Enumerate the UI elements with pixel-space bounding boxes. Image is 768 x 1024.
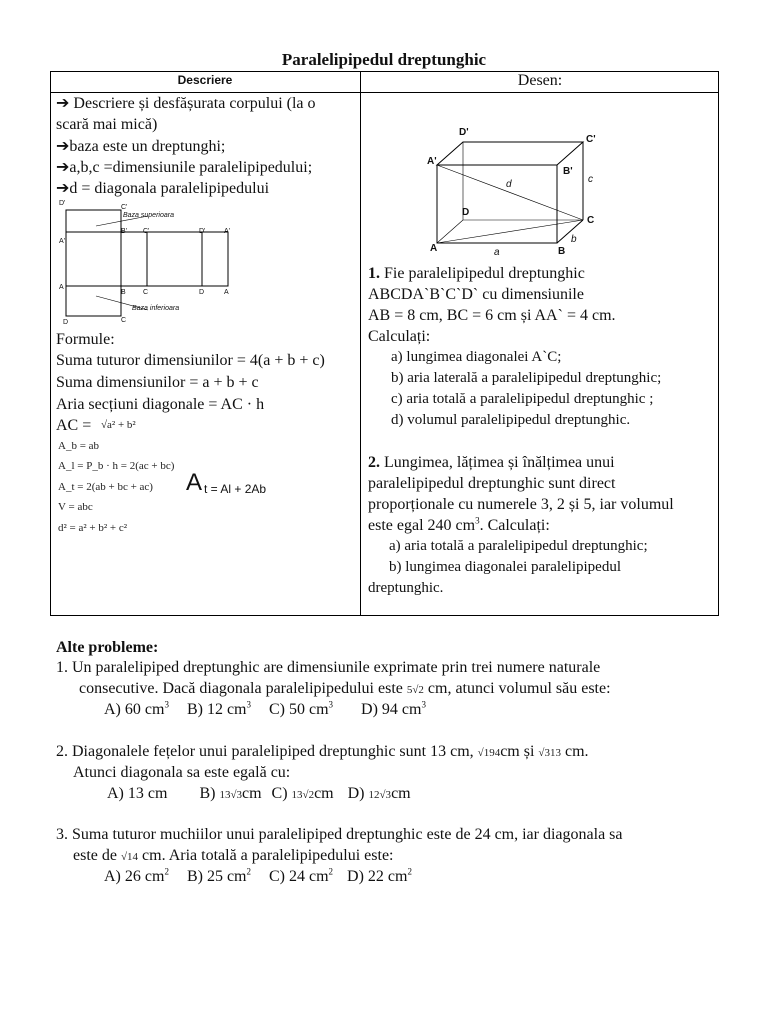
- option-c: C) 24 cm: [268, 868, 329, 885]
- formula-total-area: A_t = 2(ab + bc + ac): [58, 481, 153, 493]
- net-label: A': [224, 228, 231, 235]
- formula-line: Aria secțiuni diagonale = AC · h: [56, 396, 265, 413]
- problem2-line: proporționale cu numerele 3, 2 și 5, iar volumul: [368, 496, 674, 513]
- option-unit: cm: [314, 785, 334, 802]
- vertex-label: B': [563, 166, 573, 177]
- problem1-item: c) aria totală a paralelipipedul dreptunghic ;: [391, 391, 654, 407]
- problem1-line: AB = 8 cm, BC = 6 cm și AA` = 4 cm.: [368, 307, 616, 324]
- vertex-label: B: [558, 246, 566, 257]
- vertex-label: C: [587, 215, 595, 226]
- description-line: ➔d = diagonala paralelipipedului: [56, 180, 270, 197]
- problem1-item: a) lungimea diagonalei A`C;: [391, 349, 562, 365]
- net-label: B: [121, 289, 126, 296]
- net-label: A': [59, 238, 66, 245]
- vertex-label: C': [586, 134, 596, 145]
- edge-label: d: [506, 179, 512, 190]
- header-descriere: Descriere: [177, 73, 233, 87]
- net-label: D: [199, 289, 205, 296]
- other-problem3-text: este de: [73, 847, 117, 864]
- other-problem2-line1: [56, 741, 589, 764]
- problem2-line4: [368, 515, 550, 536]
- option-d: D) 22 cm: [347, 868, 408, 885]
- table-column-divider: [360, 71, 361, 616]
- formula-ac: √a² + b²: [101, 419, 136, 431]
- other-problem2-text: cm și: [500, 743, 535, 760]
- option-sup: 3: [421, 699, 426, 710]
- formula-line: Suma tuturor dimensiunilor = 4(a + b + c): [56, 352, 325, 369]
- formula-ac-label: AC =: [56, 417, 92, 434]
- other-problem1-text: cm, atunci volumul său este:: [427, 680, 611, 697]
- option-b: B) 25 cm: [186, 868, 247, 885]
- problem1-item: d) volumul paralelipipedul dreptunghic.: [391, 412, 631, 428]
- other-problem1-line: 1. Un paralelipiped dreptunghic are dimensiunile exprimate prin trei numere naturale: [56, 659, 601, 676]
- option-b: B) 12 cm: [186, 701, 247, 718]
- option-unit: cm: [391, 785, 411, 802]
- option-sup: 2: [164, 866, 169, 877]
- other-problem2-options: [107, 783, 411, 806]
- other-problem1-math: 5√2: [406, 684, 424, 696]
- other-problem1-options: [104, 699, 426, 720]
- problem2-text: Lungimea, lățimea și înălțimea unui: [384, 454, 615, 471]
- other-problem3-text: cm. Aria totală a paralelipipedului este:: [142, 847, 394, 864]
- net-label: A: [224, 289, 229, 296]
- net-label: A: [59, 284, 64, 291]
- vertex-label: A: [430, 243, 438, 254]
- other-problem2-text: cm.: [564, 743, 589, 760]
- other-problem3-line: 3. Suma tuturor muchiilor unui paralelipiped dreptunghic este de 24 cm, iar diagonala sa: [56, 826, 623, 843]
- option-b: B): [199, 785, 216, 802]
- description-line: ➔a,b,c =dimensiunile paralelipipedului;: [56, 159, 313, 176]
- option-d-math: 12√3: [368, 789, 392, 801]
- formulas-title: Formule:: [56, 331, 115, 348]
- problem2-text: . Calculați:: [479, 517, 550, 534]
- description-line: scară mai mică): [56, 116, 158, 133]
- net-label: B': [121, 228, 128, 235]
- edge-label: b: [571, 234, 577, 245]
- formula-lateral-area: A_l = P_b · h = 2(ac + bc): [58, 460, 175, 472]
- vertex-label: A': [427, 156, 437, 167]
- problem1-number: 1.: [368, 265, 380, 282]
- option-a: A) 13 cm: [107, 785, 168, 802]
- option-sup: 3: [164, 699, 169, 710]
- page-title: Paralelipipedul dreptunghic: [281, 50, 487, 69]
- net-label: C: [143, 289, 149, 296]
- problem2-line1: [368, 452, 615, 473]
- option-sup: 2: [328, 866, 334, 877]
- option-c: C) 50 cm: [268, 701, 329, 718]
- formula-at-sub: t = Al + 2Ab: [204, 482, 267, 496]
- option-sup: 3: [246, 699, 251, 710]
- option-sup: 2: [407, 866, 412, 877]
- problem1-line: Calculați:: [368, 328, 431, 345]
- other-problem2-line: Atunci diagonala sa este egală cu:: [73, 764, 291, 781]
- net-label: C': [121, 204, 128, 211]
- other-problem3-line2: [73, 845, 394, 868]
- option-a: A) 60 cm: [104, 701, 165, 718]
- other-problem3-options: [104, 866, 412, 887]
- other-problem2-text: 2. Diagonalele fețelor unui paralelipiped dreptunghic sunt 13 cm,: [56, 743, 474, 760]
- formula-base-area: A_b = ab: [58, 440, 100, 452]
- box-diagram: [425, 125, 605, 260]
- edge-label: c: [588, 174, 593, 185]
- problem2-line: paralelipipedul dreptunghic sunt direct: [368, 475, 616, 492]
- problem1-text: Fie paralelipipedul dreptunghic: [384, 265, 585, 282]
- net-label: D': [199, 228, 206, 235]
- option-c-math: 13√2: [291, 789, 315, 801]
- description-line: ➔ Descriere și desfășurata corpului (la o: [56, 95, 316, 112]
- net-label: Baza inferioara: [132, 305, 180, 312]
- option-unit: cm: [241, 785, 262, 802]
- other-problem1-line2: [79, 678, 611, 701]
- option-a: A) 26 cm: [104, 868, 165, 885]
- formula-at-big: A: [186, 469, 203, 496]
- other-problem2-math: √313: [538, 747, 561, 759]
- option-d: D): [347, 785, 365, 802]
- option-sup: 3: [328, 699, 334, 710]
- option-c: C): [271, 785, 288, 802]
- problem2-item: a) aria totală a paralelipipedul dreptunghic;: [389, 538, 648, 554]
- vertex-label: D: [462, 207, 470, 218]
- net-label: D': [59, 200, 66, 207]
- net-label: C': [143, 228, 150, 235]
- formula-line: Suma dimensiunilor = a + b + c: [56, 374, 259, 391]
- problem2-item: dreptunghic.: [368, 580, 444, 596]
- other-problem3-math: √14: [120, 851, 139, 863]
- formula-volume: V = abc: [58, 501, 93, 513]
- header-desen: Desen:: [517, 72, 563, 89]
- problem2-item: b) lungimea diagonalei paralelipipedul: [389, 559, 622, 575]
- other-problem2-math: √194: [477, 747, 501, 759]
- problem1-line1: [368, 263, 585, 284]
- formula-diagonal: d² = a² + b² + c²: [58, 522, 128, 534]
- option-d: D) 94 cm: [361, 701, 422, 718]
- problem2-text: este egal 240 cm: [368, 517, 476, 534]
- vertex-label: D': [459, 127, 469, 138]
- option-b-math: 13√3: [219, 789, 242, 801]
- problem1-item: b) aria laterală a paralelipipedul dreptunghic;: [391, 370, 662, 386]
- problem2-number: 2.: [368, 454, 380, 471]
- net-label: C: [121, 317, 127, 324]
- edge-label: a: [494, 247, 500, 258]
- option-sup: 2: [246, 866, 251, 877]
- problem2-sup: 3: [475, 515, 480, 526]
- problem1-line: ABCDA`B`C`D` cu dimensiunile: [368, 286, 584, 303]
- others-title: Alte probleme:: [56, 639, 159, 656]
- description-line: ➔baza este un dreptunghi;: [56, 138, 226, 155]
- net-label: D: [63, 319, 69, 326]
- other-problem1-text: consecutive. Dacă diagonala paralelipipedului este: [79, 680, 403, 697]
- net-label: Baza superioara: [123, 212, 174, 219]
